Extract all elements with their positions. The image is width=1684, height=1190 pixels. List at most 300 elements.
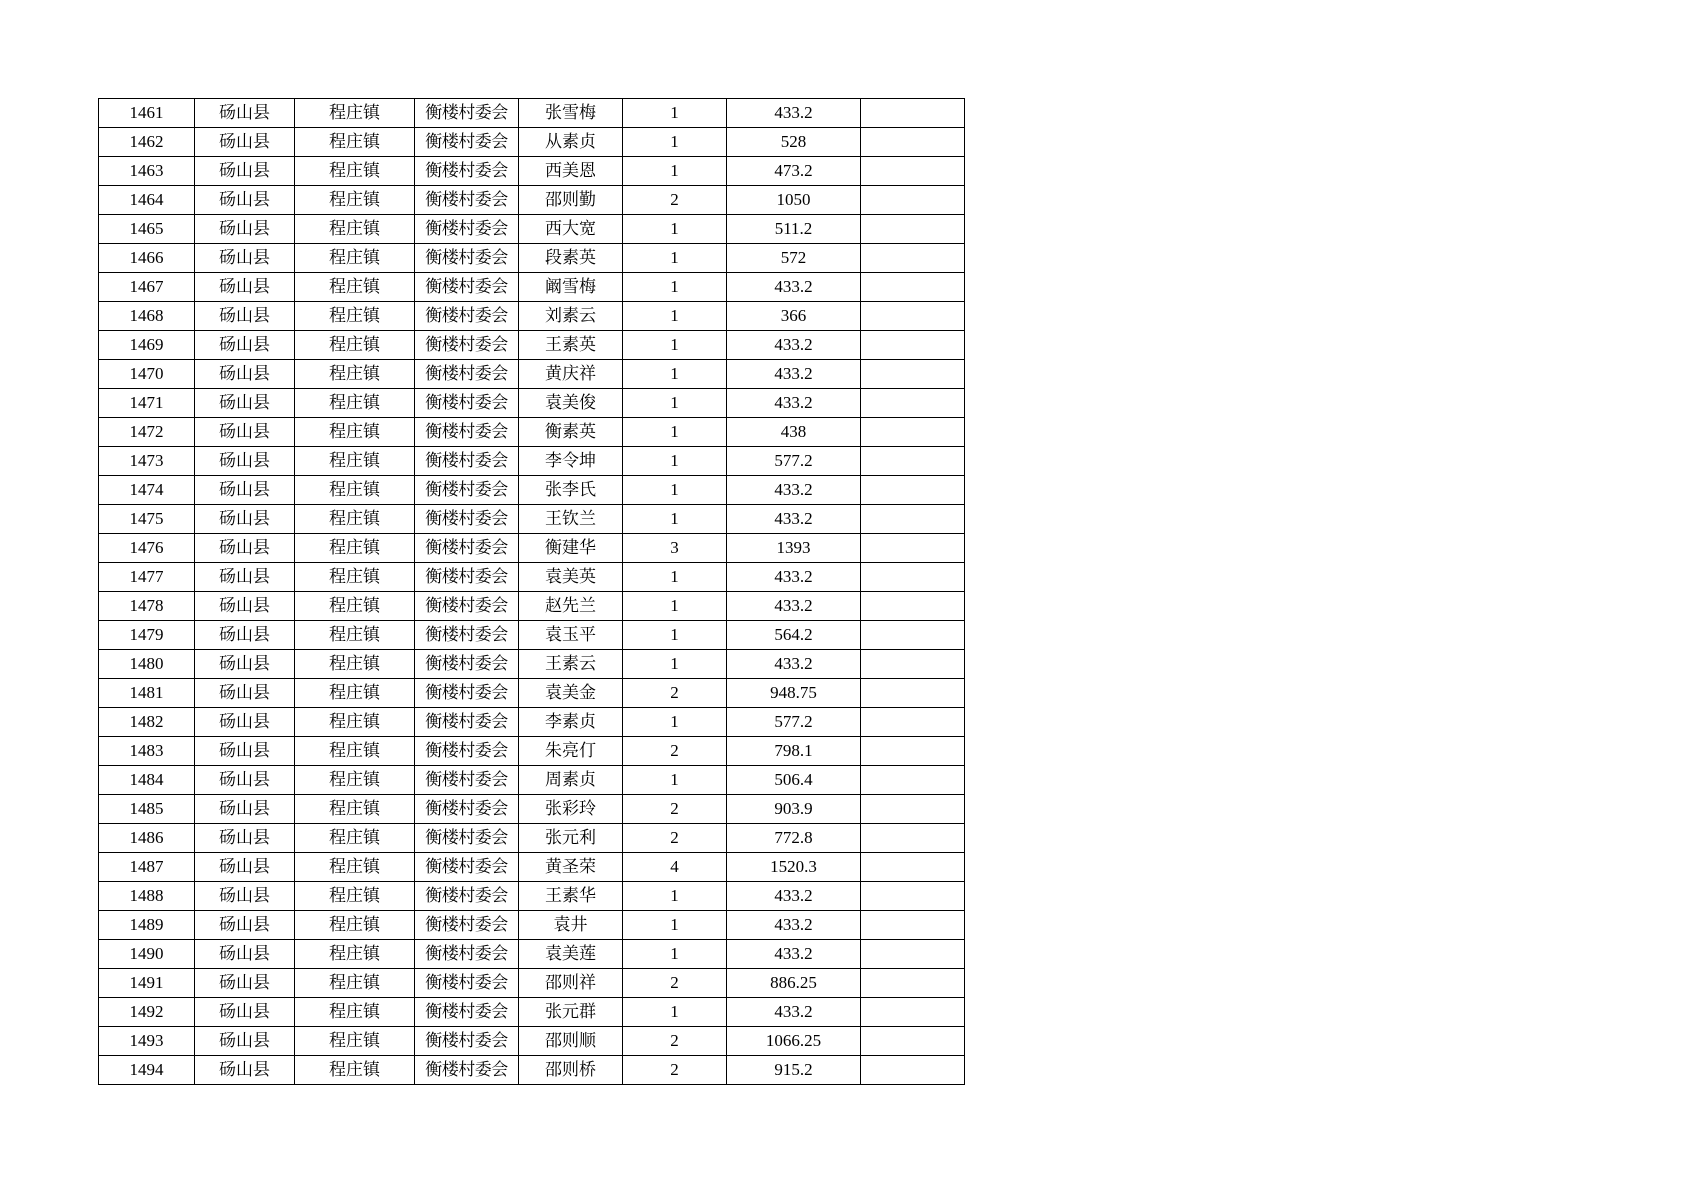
cell-county: 砀山县 (195, 737, 295, 766)
cell-name: 邵则桥 (519, 1056, 623, 1085)
cell-town: 程庄镇 (295, 1056, 415, 1085)
cell-index: 1485 (99, 795, 195, 824)
cell-county: 砀山县 (195, 1056, 295, 1085)
cell-amount: 433.2 (727, 273, 861, 302)
cell-village: 衡楼村委会 (415, 215, 519, 244)
cell-town: 程庄镇 (295, 940, 415, 969)
cell-town: 程庄镇 (295, 969, 415, 998)
cell-index: 1479 (99, 621, 195, 650)
cell-name: 从素贞 (519, 128, 623, 157)
cell-town: 程庄镇 (295, 505, 415, 534)
cell-name: 衡素英 (519, 418, 623, 447)
table-row (99, 273, 965, 302)
cell-county: 砀山县 (195, 534, 295, 563)
cell-town: 程庄镇 (295, 592, 415, 621)
cell-village: 衡楼村委会 (415, 824, 519, 853)
cell-index: 1464 (99, 186, 195, 215)
cell-blank (861, 273, 965, 302)
cell-town: 程庄镇 (295, 157, 415, 186)
cell-index: 1486 (99, 824, 195, 853)
cell-index: 1465 (99, 215, 195, 244)
cell-amount: 433.2 (727, 563, 861, 592)
cell-blank (861, 679, 965, 708)
cell-amount: 1520.3 (727, 853, 861, 882)
cell-county: 砀山县 (195, 476, 295, 505)
cell-amount: 1066.25 (727, 1027, 861, 1056)
cell-town: 程庄镇 (295, 273, 415, 302)
cell-blank (861, 563, 965, 592)
cell-blank (861, 998, 965, 1027)
table-row (99, 679, 965, 708)
cell-index: 1478 (99, 592, 195, 621)
cell-town: 程庄镇 (295, 911, 415, 940)
cell-count: 1 (623, 389, 727, 418)
cell-name: 张雪梅 (519, 99, 623, 128)
cell-county: 砀山县 (195, 186, 295, 215)
cell-name: 邵则顺 (519, 1027, 623, 1056)
cell-index: 1474 (99, 476, 195, 505)
cell-count: 1 (623, 360, 727, 389)
cell-county: 砀山县 (195, 128, 295, 157)
table-row (99, 360, 965, 389)
cell-blank (861, 128, 965, 157)
cell-amount: 886.25 (727, 969, 861, 998)
table-row (99, 302, 965, 331)
cell-index: 1488 (99, 882, 195, 911)
cell-village: 衡楼村委会 (415, 1027, 519, 1056)
cell-blank (861, 244, 965, 273)
cell-village: 衡楼村委会 (415, 157, 519, 186)
cell-index: 1466 (99, 244, 195, 273)
cell-blank (861, 389, 965, 418)
cell-village: 衡楼村委会 (415, 302, 519, 331)
cell-index: 1494 (99, 1056, 195, 1085)
cell-index: 1483 (99, 737, 195, 766)
cell-town: 程庄镇 (295, 621, 415, 650)
cell-count: 1 (623, 621, 727, 650)
cell-amount: 433.2 (727, 360, 861, 389)
cell-village: 衡楼村委会 (415, 447, 519, 476)
cell-village: 衡楼村委会 (415, 621, 519, 650)
cell-amount: 506.4 (727, 766, 861, 795)
cell-village: 衡楼村委会 (415, 911, 519, 940)
cell-amount: 433.2 (727, 331, 861, 360)
table-row (99, 418, 965, 447)
cell-index: 1477 (99, 563, 195, 592)
cell-name: 衡建华 (519, 534, 623, 563)
cell-town: 程庄镇 (295, 766, 415, 795)
cell-blank (861, 505, 965, 534)
cell-count: 1 (623, 157, 727, 186)
cell-county: 砀山县 (195, 331, 295, 360)
table-row (99, 331, 965, 360)
table-row (99, 1027, 965, 1056)
cell-county: 砀山县 (195, 882, 295, 911)
table-row (99, 157, 965, 186)
cell-village: 衡楼村委会 (415, 940, 519, 969)
cell-amount: 577.2 (727, 447, 861, 476)
table-row (99, 99, 965, 128)
table-row (99, 969, 965, 998)
cell-count: 2 (623, 969, 727, 998)
table-row (99, 505, 965, 534)
cell-village: 衡楼村委会 (415, 998, 519, 1027)
cell-county: 砀山县 (195, 969, 295, 998)
cell-count: 1 (623, 331, 727, 360)
cell-name: 袁玉平 (519, 621, 623, 650)
cell-village: 衡楼村委会 (415, 969, 519, 998)
cell-town: 程庄镇 (295, 563, 415, 592)
cell-amount: 438 (727, 418, 861, 447)
cell-blank (861, 621, 965, 650)
cell-village: 衡楼村委会 (415, 244, 519, 273)
cell-village: 衡楼村委会 (415, 331, 519, 360)
cell-name: 袁美金 (519, 679, 623, 708)
cell-index: 1489 (99, 911, 195, 940)
cell-county: 砀山县 (195, 679, 295, 708)
cell-village: 衡楼村委会 (415, 853, 519, 882)
cell-town: 程庄镇 (295, 679, 415, 708)
cell-village: 衡楼村委会 (415, 273, 519, 302)
cell-town: 程庄镇 (295, 418, 415, 447)
cell-village: 衡楼村委会 (415, 1056, 519, 1085)
cell-name: 朱亮仃 (519, 737, 623, 766)
cell-name: 阚雪梅 (519, 273, 623, 302)
cell-index: 1471 (99, 389, 195, 418)
cell-count: 1 (623, 592, 727, 621)
cell-name: 袁井 (519, 911, 623, 940)
cell-name: 王素云 (519, 650, 623, 679)
cell-amount: 433.2 (727, 505, 861, 534)
cell-count: 2 (623, 679, 727, 708)
cell-amount: 1050 (727, 186, 861, 215)
cell-name: 袁美俊 (519, 389, 623, 418)
cell-village: 衡楼村委会 (415, 389, 519, 418)
table-row (99, 766, 965, 795)
cell-count: 1 (623, 447, 727, 476)
cell-blank (861, 215, 965, 244)
cell-index: 1480 (99, 650, 195, 679)
cell-name: 邵则祥 (519, 969, 623, 998)
cell-town: 程庄镇 (295, 215, 415, 244)
cell-county: 砀山县 (195, 563, 295, 592)
cell-village: 衡楼村委会 (415, 476, 519, 505)
cell-county: 砀山县 (195, 99, 295, 128)
table-row (99, 128, 965, 157)
table-row (99, 563, 965, 592)
cell-name: 王素华 (519, 882, 623, 911)
cell-count: 1 (623, 128, 727, 157)
cell-town: 程庄镇 (295, 795, 415, 824)
cell-count: 1 (623, 476, 727, 505)
table-row (99, 998, 965, 1027)
cell-county: 砀山县 (195, 650, 295, 679)
cell-count: 1 (623, 911, 727, 940)
cell-count: 1 (623, 882, 727, 911)
table-row (99, 389, 965, 418)
subsidy-table (98, 98, 965, 1085)
cell-index: 1470 (99, 360, 195, 389)
cell-name: 袁美英 (519, 563, 623, 592)
cell-blank (861, 650, 965, 679)
cell-town: 程庄镇 (295, 708, 415, 737)
cell-town: 程庄镇 (295, 998, 415, 1027)
cell-amount: 433.2 (727, 389, 861, 418)
cell-index: 1490 (99, 940, 195, 969)
cell-amount: 511.2 (727, 215, 861, 244)
cell-index: 1482 (99, 708, 195, 737)
cell-village: 衡楼村委会 (415, 882, 519, 911)
cell-count: 1 (623, 940, 727, 969)
cell-village: 衡楼村委会 (415, 128, 519, 157)
cell-name: 张李氏 (519, 476, 623, 505)
cell-amount: 577.2 (727, 708, 861, 737)
cell-county: 砀山县 (195, 621, 295, 650)
cell-count: 1 (623, 998, 727, 1027)
cell-amount: 433.2 (727, 911, 861, 940)
table-body (99, 99, 965, 1085)
cell-count: 1 (623, 418, 727, 447)
cell-index: 1492 (99, 998, 195, 1027)
cell-name: 黄圣荣 (519, 853, 623, 882)
cell-town: 程庄镇 (295, 186, 415, 215)
cell-count: 2 (623, 186, 727, 215)
cell-blank (861, 534, 965, 563)
cell-count: 2 (623, 795, 727, 824)
cell-town: 程庄镇 (295, 128, 415, 157)
cell-count: 3 (623, 534, 727, 563)
table-row (99, 650, 965, 679)
cell-blank (861, 418, 965, 447)
cell-village: 衡楼村委会 (415, 418, 519, 447)
cell-blank (861, 882, 965, 911)
cell-count: 2 (623, 824, 727, 853)
table-row (99, 534, 965, 563)
cell-village: 衡楼村委会 (415, 766, 519, 795)
cell-blank (861, 824, 965, 853)
cell-county: 砀山县 (195, 708, 295, 737)
cell-amount: 433.2 (727, 940, 861, 969)
cell-amount: 915.2 (727, 1056, 861, 1085)
cell-town: 程庄镇 (295, 1027, 415, 1056)
table-row (99, 940, 965, 969)
cell-county: 砀山县 (195, 766, 295, 795)
cell-name: 王素英 (519, 331, 623, 360)
table-row (99, 215, 965, 244)
cell-count: 1 (623, 302, 727, 331)
cell-index: 1493 (99, 1027, 195, 1056)
table-row (99, 795, 965, 824)
cell-index: 1481 (99, 679, 195, 708)
cell-town: 程庄镇 (295, 389, 415, 418)
cell-village: 衡楼村委会 (415, 650, 519, 679)
cell-amount: 433.2 (727, 592, 861, 621)
table-container (98, 98, 965, 1085)
cell-name: 张元群 (519, 998, 623, 1027)
cell-blank (861, 302, 965, 331)
cell-town: 程庄镇 (295, 99, 415, 128)
cell-index: 1473 (99, 447, 195, 476)
table-row (99, 882, 965, 911)
cell-index: 1467 (99, 273, 195, 302)
cell-county: 砀山县 (195, 273, 295, 302)
cell-county: 砀山县 (195, 157, 295, 186)
cell-count: 1 (623, 273, 727, 302)
cell-town: 程庄镇 (295, 824, 415, 853)
cell-name: 西美恩 (519, 157, 623, 186)
cell-town: 程庄镇 (295, 853, 415, 882)
cell-count: 1 (623, 708, 727, 737)
cell-blank (861, 853, 965, 882)
cell-county: 砀山县 (195, 215, 295, 244)
cell-village: 衡楼村委会 (415, 99, 519, 128)
cell-blank (861, 940, 965, 969)
cell-amount: 903.9 (727, 795, 861, 824)
cell-name: 张元利 (519, 824, 623, 853)
cell-count: 2 (623, 1027, 727, 1056)
cell-index: 1462 (99, 128, 195, 157)
cell-count: 4 (623, 853, 727, 882)
cell-county: 砀山县 (195, 447, 295, 476)
table-row (99, 911, 965, 940)
cell-amount: 433.2 (727, 650, 861, 679)
cell-county: 砀山县 (195, 1027, 295, 1056)
cell-amount: 772.8 (727, 824, 861, 853)
table-row (99, 592, 965, 621)
cell-county: 砀山县 (195, 795, 295, 824)
table-row (99, 824, 965, 853)
cell-county: 砀山县 (195, 505, 295, 534)
cell-town: 程庄镇 (295, 534, 415, 563)
table-row (99, 186, 965, 215)
cell-amount: 564.2 (727, 621, 861, 650)
cell-blank (861, 1056, 965, 1085)
table-row (99, 447, 965, 476)
cell-name: 段素英 (519, 244, 623, 273)
cell-amount: 572 (727, 244, 861, 273)
cell-amount: 433.2 (727, 998, 861, 1027)
cell-village: 衡楼村委会 (415, 679, 519, 708)
cell-amount: 1393 (727, 534, 861, 563)
cell-amount: 948.75 (727, 679, 861, 708)
cell-blank (861, 157, 965, 186)
cell-village: 衡楼村委会 (415, 360, 519, 389)
cell-village: 衡楼村委会 (415, 505, 519, 534)
table-row (99, 476, 965, 505)
cell-county: 砀山县 (195, 911, 295, 940)
cell-blank (861, 447, 965, 476)
cell-name: 黄庆祥 (519, 360, 623, 389)
cell-town: 程庄镇 (295, 476, 415, 505)
cell-index: 1484 (99, 766, 195, 795)
cell-village: 衡楼村委会 (415, 186, 519, 215)
cell-county: 砀山县 (195, 998, 295, 1027)
cell-count: 1 (623, 563, 727, 592)
cell-blank (861, 186, 965, 215)
cell-blank (861, 592, 965, 621)
cell-blank (861, 331, 965, 360)
table-row (99, 1056, 965, 1085)
cell-blank (861, 476, 965, 505)
cell-county: 砀山县 (195, 592, 295, 621)
cell-count: 1 (623, 650, 727, 679)
cell-count: 2 (623, 1056, 727, 1085)
cell-blank (861, 99, 965, 128)
cell-county: 砀山县 (195, 244, 295, 273)
cell-county: 砀山县 (195, 853, 295, 882)
cell-name: 王钦兰 (519, 505, 623, 534)
cell-county: 砀山县 (195, 824, 295, 853)
cell-amount: 433.2 (727, 882, 861, 911)
cell-blank (861, 911, 965, 940)
cell-blank (861, 969, 965, 998)
cell-amount: 798.1 (727, 737, 861, 766)
cell-name: 赵先兰 (519, 592, 623, 621)
cell-amount: 366 (727, 302, 861, 331)
cell-village: 衡楼村委会 (415, 737, 519, 766)
cell-county: 砀山县 (195, 389, 295, 418)
cell-amount: 433.2 (727, 99, 861, 128)
cell-name: 西大宽 (519, 215, 623, 244)
cell-town: 程庄镇 (295, 244, 415, 273)
table-row (99, 853, 965, 882)
cell-town: 程庄镇 (295, 331, 415, 360)
cell-county: 砀山县 (195, 418, 295, 447)
cell-blank (861, 1027, 965, 1056)
cell-count: 1 (623, 215, 727, 244)
cell-village: 衡楼村委会 (415, 708, 519, 737)
cell-index: 1472 (99, 418, 195, 447)
cell-index: 1463 (99, 157, 195, 186)
cell-name: 李素贞 (519, 708, 623, 737)
cell-name: 李令坤 (519, 447, 623, 476)
cell-village: 衡楼村委会 (415, 592, 519, 621)
cell-count: 1 (623, 505, 727, 534)
cell-blank (861, 766, 965, 795)
cell-blank (861, 708, 965, 737)
cell-blank (861, 795, 965, 824)
cell-index: 1461 (99, 99, 195, 128)
cell-town: 程庄镇 (295, 447, 415, 476)
cell-village: 衡楼村委会 (415, 795, 519, 824)
cell-name: 张彩玲 (519, 795, 623, 824)
cell-count: 1 (623, 766, 727, 795)
cell-county: 砀山县 (195, 302, 295, 331)
table-row (99, 621, 965, 650)
cell-amount: 528 (727, 128, 861, 157)
cell-count: 1 (623, 99, 727, 128)
cell-village: 衡楼村委会 (415, 563, 519, 592)
cell-count: 2 (623, 737, 727, 766)
cell-count: 1 (623, 244, 727, 273)
cell-index: 1469 (99, 331, 195, 360)
cell-town: 程庄镇 (295, 650, 415, 679)
table-row (99, 244, 965, 273)
cell-index: 1487 (99, 853, 195, 882)
cell-amount: 433.2 (727, 476, 861, 505)
cell-village: 衡楼村委会 (415, 534, 519, 563)
cell-name: 刘素云 (519, 302, 623, 331)
cell-index: 1468 (99, 302, 195, 331)
cell-blank (861, 737, 965, 766)
cell-name: 袁美莲 (519, 940, 623, 969)
cell-county: 砀山县 (195, 940, 295, 969)
cell-index: 1491 (99, 969, 195, 998)
cell-name: 周素贞 (519, 766, 623, 795)
cell-town: 程庄镇 (295, 360, 415, 389)
cell-index: 1476 (99, 534, 195, 563)
cell-amount: 473.2 (727, 157, 861, 186)
